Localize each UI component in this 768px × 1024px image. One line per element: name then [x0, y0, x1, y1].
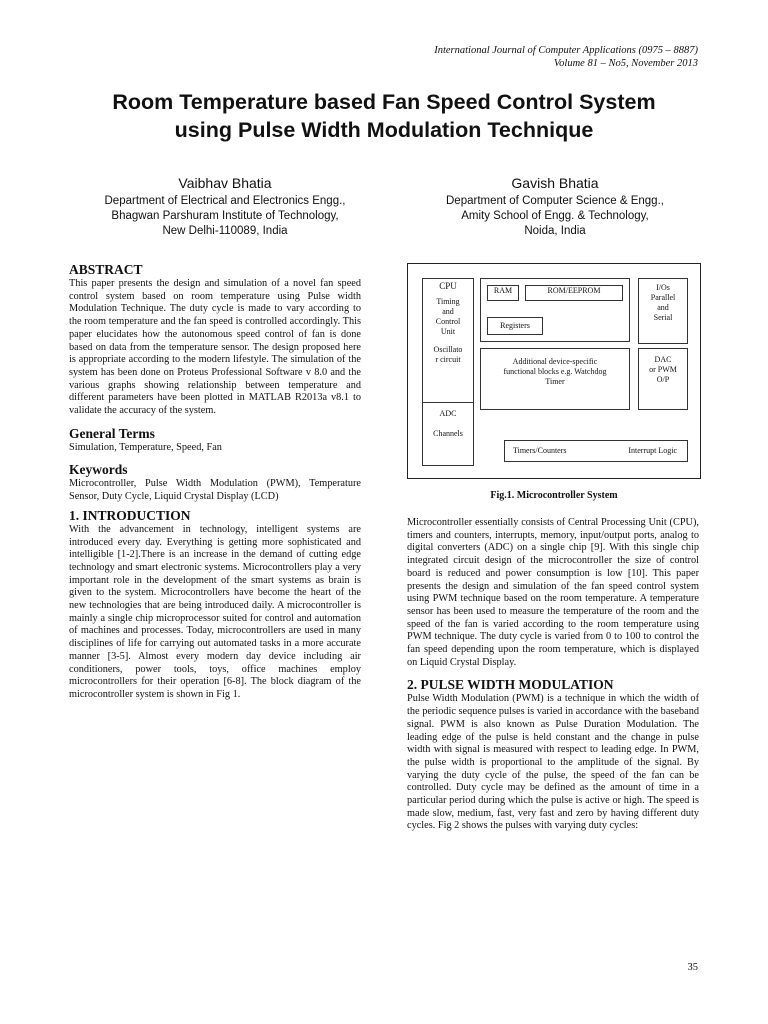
general-terms-heading: General Terms: [69, 425, 155, 441]
author-affiliation: Bhagwan Parshuram Institute of Technology,: [111, 210, 339, 222]
timers-label: Timers/Counters: [513, 446, 567, 455]
pwm-heading: 2. PULSE WIDTH MODULATION: [407, 677, 614, 693]
journal-header: [434, 44, 698, 70]
io-label: I/Os: [656, 283, 670, 292]
ram-label: RAM: [493, 286, 513, 295]
registers-block: [487, 317, 543, 335]
additional-blocks: [480, 348, 630, 410]
keywords-heading: Keywords: [69, 462, 128, 478]
adc-block: [422, 402, 474, 466]
timing-label: Unit: [440, 327, 456, 336]
registers-label: Registers: [500, 321, 530, 330]
general-terms-text: Simulation, Temperature, Speed, Fan: [69, 441, 222, 453]
timing-label: Control: [435, 317, 461, 326]
abstract-heading: ABSTRACT: [69, 262, 143, 277]
dac-block: [638, 348, 688, 410]
author-name: Vaibhav Bhatia: [178, 175, 272, 191]
additional-label: Additional device-specific: [512, 357, 598, 366]
additional-label: Timer: [545, 377, 565, 386]
dac-label: O/P: [656, 375, 670, 384]
right-paragraph: Microcontroller essentially consists of Central Processing Unit (CPU), timers and counters, interrupts, memory, input/output ports, analog to digital converters (ADC) on a single chip [9]. With this single chip integrated circuit design of the microcontroller the size of control board is reduced and power consumption is low [10]. This paper presents the design and simulation of the fan speed control system using PWM technique based on the room temperature. A temperature sensor has been used to measure the temperature of the room and the speed of the fan is varied according to the room temperature using PWM technique. The duty cycle is varied from 0 to 100 to control the fan speed depending upon the room temperature, which is displayed on Liquid Crystal Display.: [407, 517, 699, 668]
io-label: and: [657, 303, 669, 312]
author-block-1: [60, 174, 390, 239]
cpu-label: CPU: [439, 281, 457, 291]
pwm-text: Pulse Width Modulation (PWM) is a technique in which the width of the periodic sequence pulses is varied in accordance with the baseband signal. PWM is also known as Pulse Duration Modulation. The leading edge of the pulse is held constant and the change in pulse width with signal is measured with respect to leading edge. In PWM, the pulse width is proportional to the amplitude of the signal. By varying the duty cycle of the pulse, the speed of the fan can be controlled. Duty cycle may be defined as the amount of time in a particular period during which the pulse is active or high. The speed is made slow, medium, fast, very fast and zero by having different duty cycles. Fig 2 shows the pulses with varying duty cycles:: [407, 693, 699, 832]
figure-caption: Fig.1. Microcontroller System: [490, 490, 618, 501]
introduction-heading: 1. INTRODUCTION: [69, 507, 191, 523]
left-column: [69, 262, 361, 702]
io-label: Serial: [653, 313, 673, 322]
author-affiliation: Noida, India: [524, 225, 586, 237]
io-block: [638, 278, 688, 344]
introduction-text: With the advancement in technology, intelligent systems are introduced every day. Everything is getting more sophisticated and intelligible [1-2].There is an increase in the demand of cutting edge technology and smart electronic systems. Microcontrollers play a very important role in the development of the smart systems as brain is given to the system. Microcontrollers have become the heart of the new technologies that are being introduced daily. A microcontroller is mainly a single chip microprocessor suited for control and automation of machines and processes. Today, microcontrollers are used in many disciplines of life for carrying out automated tasks in a more accurate manner [3-5]. Almost every modern day device including air conditioners, power tools, toys, office machines employ microcontrollers for their operation [6-8]. The block diagram of the microcontroller system is shown in Fig 1.: [69, 523, 361, 700]
author-affiliation: Department of Electrical and Electronics Engg.,: [104, 195, 346, 207]
title-line-2: using Pulse Width Modulation Technique: [174, 118, 594, 142]
keywords-text: Microcontroller, Pulse Width Modulation (PWM), Temperature Sensor, Duty Cycle, Liquid Crystal Display (LCD): [69, 478, 361, 503]
journal-volume: Volume 81 – No5, November 2013: [553, 58, 698, 69]
oscillator-label: r circuit: [435, 355, 461, 364]
author-affiliation: New Delhi-110089, India: [162, 225, 288, 237]
memory-block: [480, 278, 630, 342]
abstract-text: This paper presents the design and simulation of a novel fan speed control system based on room temperature using Pulse width Modulation Technique. The duty cycle is made to vary according to the room temperature and the fan speed is controlled accordingly. This paper elucidates how the autonomous speed control of fan is done based on data from the temperature sensor. The design proposed here is appropriate according to the modern lifestyle. The simulation of the system has been done on Proteus Professional Software v 8.0 and the various graphs showing relationship between temperature and different parameters have been plotted in MATLAB R2013a v8.1 to validate the accuracy of the system.: [69, 278, 361, 417]
rom-block: [525, 285, 623, 301]
ram-block: [487, 285, 519, 301]
page-number: 35: [687, 962, 698, 973]
timers-interrupt-block: [504, 440, 688, 462]
rom-label: ROM/EEPROM: [547, 286, 601, 295]
io-label: Parallel: [650, 293, 676, 302]
author-affiliation: Department of Computer Science & Engg.,: [446, 195, 664, 207]
oscillator-label: Oscillato: [433, 345, 463, 354]
cpu-block: [422, 278, 474, 410]
additional-label: functional blocks e.g. Watchdog: [503, 367, 607, 376]
interrupt-label: Interrupt Logic: [628, 446, 677, 455]
author-name: Gavish Bhatia: [511, 175, 599, 191]
timing-label: Timing: [436, 297, 460, 306]
journal-name: International Journal of Computer Applications (0975 – 8887): [434, 45, 698, 56]
dac-label: DAC: [654, 355, 672, 364]
paper-title: [40, 88, 728, 144]
right-column: [407, 517, 699, 833]
adc-label: ADC: [439, 409, 457, 418]
timing-label: and: [442, 307, 454, 316]
author-block-2: [395, 174, 715, 239]
adc-label: Channels: [433, 429, 463, 438]
dac-label: or PWM: [649, 365, 677, 374]
microcontroller-block-diagram: [407, 263, 701, 479]
author-affiliation: Amity School of Engg. & Technology,: [461, 210, 649, 222]
title-line-1: Room Temperature based Fan Speed Control System: [112, 90, 656, 114]
